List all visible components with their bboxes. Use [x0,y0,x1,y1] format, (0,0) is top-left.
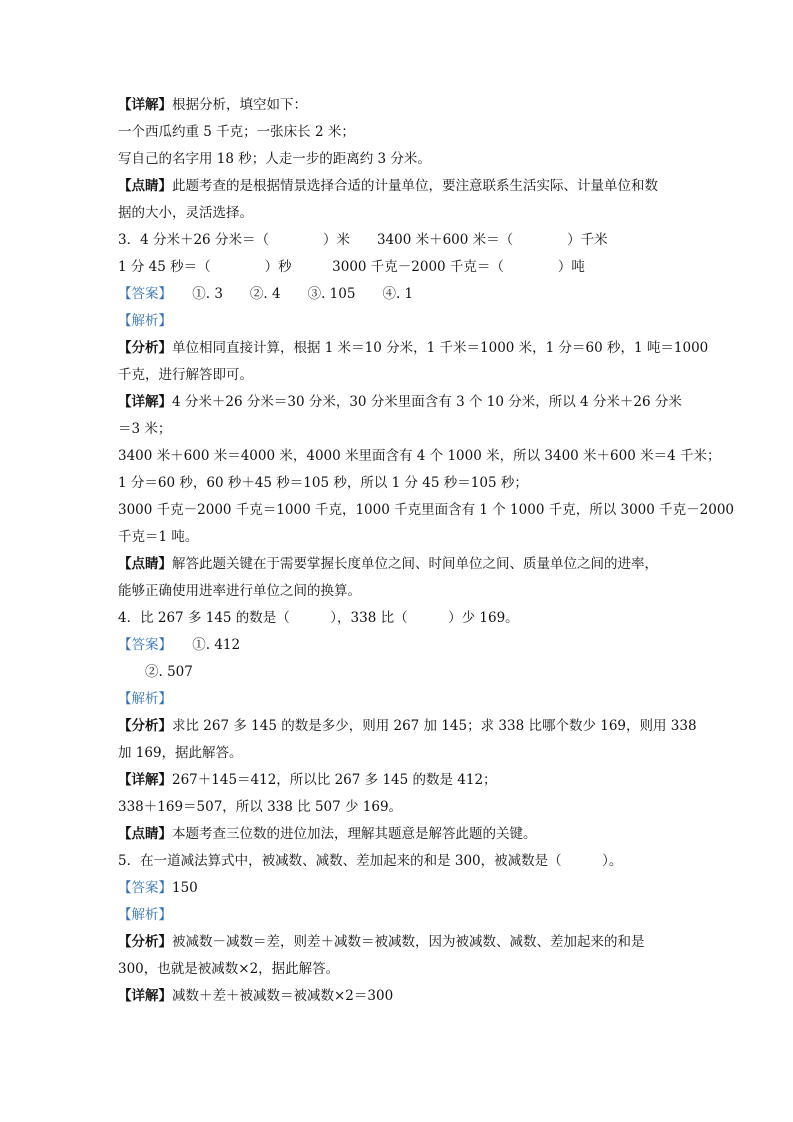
text-line [118,123,355,141]
text-segment: 此题考查的是根据情景选择合适的计量单位，要注意联系生活实际、计量单位和数 [172,178,658,194]
text-segment: 求比 267 多 145 的数是多少，则用 267 加 145；求 338 比哪个数少 169，则用 338 [172,718,697,734]
text-segment: 根据分析，填空如下： [172,97,307,113]
text-line [118,555,658,573]
text-line [118,528,198,546]
text-line [118,663,193,681]
section-label: 【分析】 [118,718,172,734]
section-label: 【详解】 [118,988,172,1004]
text-segment: 一个西瓜约重 5 千克；一张床长 2 米； [118,124,355,140]
text-segment: 1 分 45 秒＝（ ）秒 3000 千克－2000 千克＝（ ）吨 [118,259,585,275]
text-segment: 267＋145＝412，所以比 267 多 145 的数是 412； [172,772,497,788]
section-label: 【解析】 [118,313,172,329]
text-line [118,636,240,654]
text-line [118,312,172,330]
text-segment: 4 分米＋26 分米＝30 分米，30 分米里面含有 3 个 10 分米，所以 4 分米＋26 分米 [172,394,682,410]
text-segment: 3．4 分米＋26 分米＝（ ）米 3400 米＋600 米＝（ ）千米 [118,232,608,248]
text-segment: 被减数－减数＝差，则差＋减数＝被减数，因为被减数、减数、差加起来的和是 [172,934,645,950]
text-line [118,717,697,735]
section-label: 【分析】 [118,934,172,950]
text-segment: 千克＝1 吨。 [118,529,199,545]
section-label: 【详解】 [118,394,172,410]
text-line [118,285,413,303]
text-line [118,960,339,978]
text-segment: 1 分＝60 秒，60 秒＋45 秒＝105 秒，所以 1 分 45 秒＝105 秒； [118,475,528,491]
text-line [118,690,172,708]
text-line [118,501,734,519]
text-segment: 3400 米＋600 米＝4000 米，4000 米里面含有 4 个 1000 米，所以 3400 米＋600 米＝4 千米； [118,448,721,464]
text-line [118,987,393,1005]
text-segment: ②. 507 [118,664,193,680]
text-segment: 300，也就是被减数×2，据此解答。 [118,961,340,977]
text-line [118,366,253,384]
text-line [118,933,645,951]
text-line [118,177,658,195]
section-label: 【分析】 [118,340,172,356]
text-segment: 减数＋差＋被减数＝被减数×2＝300 [172,988,394,1004]
section-label: 【详解】 [118,772,172,788]
text-line [118,420,171,438]
text-segment: 5．在一道减法算式中，被减数、减数、差加起来的和是 300，被减数是（ ）。 [118,853,623,869]
text-segment: 能够正确使用进率进行单位之间的换算。 [118,583,361,599]
text-segment: 单位相同直接计算，根据 1 米＝10 分米，1 千米＝1000 米，1 分＝60 秒，1 吨＝1000 [172,340,709,356]
text-line [118,96,307,114]
text-line [118,771,497,789]
text-segment: 4．比 267 多 145 的数是（ ），338 比（ ）少 169。 [118,610,519,626]
text-line [118,204,253,222]
section-label: 【解析】 [118,907,172,923]
text-segment: 本题考查三位数的进位加法，理解其题意是解答此题的关键。 [172,826,537,842]
text-line [118,393,682,411]
text-line [118,231,608,249]
text-line [118,744,243,762]
section-label: 【答案】 [118,286,166,302]
text-segment: 150 [172,880,198,896]
text-line [118,906,172,924]
text-line [118,609,519,627]
section-label: 【点睛】 [118,556,172,572]
text-segment: 据的大小，灵活选择。 [118,205,253,221]
text-line [118,339,708,357]
text-segment: 3000 千克－2000 千克＝1000 千克，1000 千克里面含有 1 个 1000 千克，所以 3000 千克－2000 [118,502,734,518]
text-segment: 338＋169＝507，所以 338 比 507 少 169。 [118,799,403,815]
text-line [118,879,198,897]
section-label: 【点睛】 [118,826,172,842]
text-line [118,474,528,492]
section-label: 【详解】 [118,97,172,113]
text-segment: 加 169，据此解答。 [118,745,243,761]
section-label: 【答案】 [118,880,172,896]
section-label: 【解析】 [118,691,172,707]
text-segment: ＝3 米； [118,421,172,437]
text-segment: ①. 3 ②. 4 ③. 105 ④. 1 [165,286,414,302]
text-line [118,825,537,843]
text-line [118,447,721,465]
text-segment: 千克，进行解答即可。 [118,367,253,383]
text-segment: ①. 412 [165,637,241,653]
text-line [118,852,622,870]
text-line [118,582,361,600]
section-label: 【答案】 [118,637,166,653]
text-line [118,798,402,816]
text-segment: 解答此题关键在于需要掌握长度单位之间、时间单位之间、质量单位之间的进率， [172,556,658,572]
text-line [118,150,431,168]
text-segment: 写自己的名字用 18 秒；人走一步的距离约 3 分米。 [118,151,431,167]
text-line [118,258,585,276]
section-label: 【点睛】 [118,178,172,194]
